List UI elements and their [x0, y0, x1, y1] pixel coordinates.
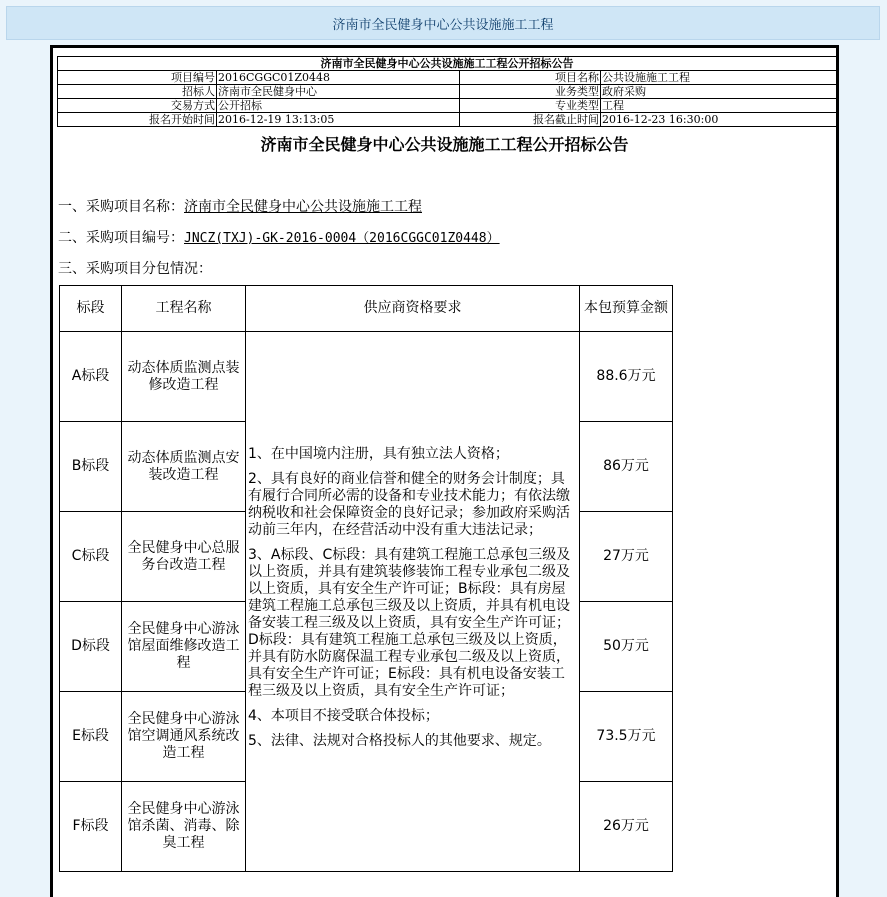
- project-code-value: JNCZ(TXJ)-GK-2016-0004（2016CGGC01Z0448）: [184, 231, 500, 246]
- info-value-specialty-type: 工程: [601, 99, 837, 113]
- info-table-title: 济南市全民健身中心公共设施施工工程公开招标公告: [58, 57, 837, 71]
- lot-id: D标段: [60, 602, 122, 692]
- requirement-item: 3、A标段、C标段：具有建筑工程施工总承包三级及以上资质，并具有建筑装修装饰工程专业承包二级及以上资质，具有安全生产许可证；B标段：具有房屋建筑工程施工总承包三级及以上资质，并具有机电设备安装工程三级及以上资质，具有安全生产许可证；D标段：具有建筑工程施工总承包三级及以上资质，并具有防水防腐保温工程专业承包二级及以上资质，具有安全生产许可证；E标段：具有机电设备安装工程三级及以上资质，具有安全生产许可证；: [248, 546, 571, 699]
- info-value-reg-deadline: 2016-12-23 16:30:00: [601, 113, 837, 127]
- project-name-value: 济南市全民健身中心公共设施施工工程: [184, 199, 422, 215]
- info-label-project-code: 项目编号: [58, 71, 217, 85]
- project-info-table: [57, 56, 837, 127]
- project-code-line: [58, 227, 500, 247]
- requirement-item: 4、本项目不接受联合体投标；: [248, 707, 439, 724]
- info-value-reg-start: 2016-12-19 13:13:05: [217, 113, 460, 127]
- requirements-cell: [246, 332, 580, 872]
- announcement-title: 济南市全民健身中心公共设施施工工程公开招标公告: [260, 135, 629, 154]
- info-value-tenderer: 济南市全民健身中心: [217, 85, 460, 99]
- header-budget: 本包预算金额: [580, 286, 673, 332]
- lot-budget: 26万元: [580, 782, 673, 872]
- lots-table: [59, 285, 673, 872]
- project-code-label: 二、采购项目编号：: [58, 230, 184, 246]
- info-row: [58, 71, 837, 85]
- lot-name: 全民健身中心总服务台改造工程: [122, 512, 246, 602]
- info-value-project-code: 2016CGGC01Z0448: [217, 71, 460, 85]
- lot-budget: 86万元: [580, 422, 673, 512]
- document-page[interactable]: [50, 45, 839, 897]
- lot-budget: 50万元: [580, 602, 673, 692]
- lots-header-row: [60, 286, 673, 332]
- lot-row-a: [60, 332, 673, 422]
- window-title: 济南市全民健身中心公共设施施工工程: [332, 17, 554, 33]
- project-name-label: 一、采购项目名称：: [58, 199, 184, 215]
- info-row: [58, 113, 837, 127]
- lot-id: B标段: [60, 422, 122, 512]
- info-label-reg-deadline: 报名截止时间: [460, 113, 601, 127]
- lot-budget: 88.6万元: [580, 332, 673, 422]
- lots-heading-line: [58, 258, 212, 278]
- info-value-business-type: 政府采购: [601, 85, 837, 99]
- info-label-specialty-type: 专业类型: [460, 99, 601, 113]
- header-project-name: 工程名称: [122, 286, 246, 332]
- lot-id: E标段: [60, 692, 122, 782]
- info-row: [58, 85, 837, 99]
- project-name-line: [58, 196, 422, 216]
- lot-budget: 73.5万元: [580, 692, 673, 782]
- lot-name: 动态体质监测点装修改造工程: [122, 332, 246, 422]
- info-value-project-name: 公共设施施工工程: [601, 71, 837, 85]
- info-value-trade-method: 公开招标: [217, 99, 460, 113]
- requirement-item: 1、在中国境内注册，具有独立法人资格；: [248, 445, 509, 462]
- info-label-project-name: 项目名称: [460, 71, 601, 85]
- lot-id: A标段: [60, 332, 122, 422]
- lot-id: C标段: [60, 512, 122, 602]
- info-row: [58, 99, 837, 113]
- requirement-item: 5、法律、法规对合格投标人的其他要求、规定。: [248, 732, 551, 749]
- info-label-business-type: 业务类型: [460, 85, 601, 99]
- lot-name: 全民健身中心游泳馆空调通风系统改造工程: [122, 692, 246, 782]
- lot-id: F标段: [60, 782, 122, 872]
- info-label-tenderer: 招标人: [58, 85, 217, 99]
- header-lot: 标段: [60, 286, 122, 332]
- header-requirements: 供应商资格要求: [246, 286, 580, 332]
- lot-name: 全民健身中心游泳馆屋面维修改造工程: [122, 602, 246, 692]
- requirement-item: 2、具有良好的商业信誉和健全的财务会计制度；具有履行合同所必需的设备和专业技术能力；有依法缴纳税收和社会保障资金的良好记录；参加政府采购活动前三年内，在经营活动中没有重大违法记录；: [248, 470, 570, 538]
- lot-budget: 27万元: [580, 512, 673, 602]
- info-label-reg-start: 报名开始时间: [58, 113, 217, 127]
- window-title-bar: [6, 6, 880, 40]
- info-label-trade-method: 交易方式: [58, 99, 217, 113]
- lot-name: 全民健身中心游泳馆杀菌、消毒、除臭工程: [122, 782, 246, 872]
- lots-heading: 三、采购项目分包情况：: [58, 261, 212, 277]
- lot-name: 动态体质监测点安装改造工程: [122, 422, 246, 512]
